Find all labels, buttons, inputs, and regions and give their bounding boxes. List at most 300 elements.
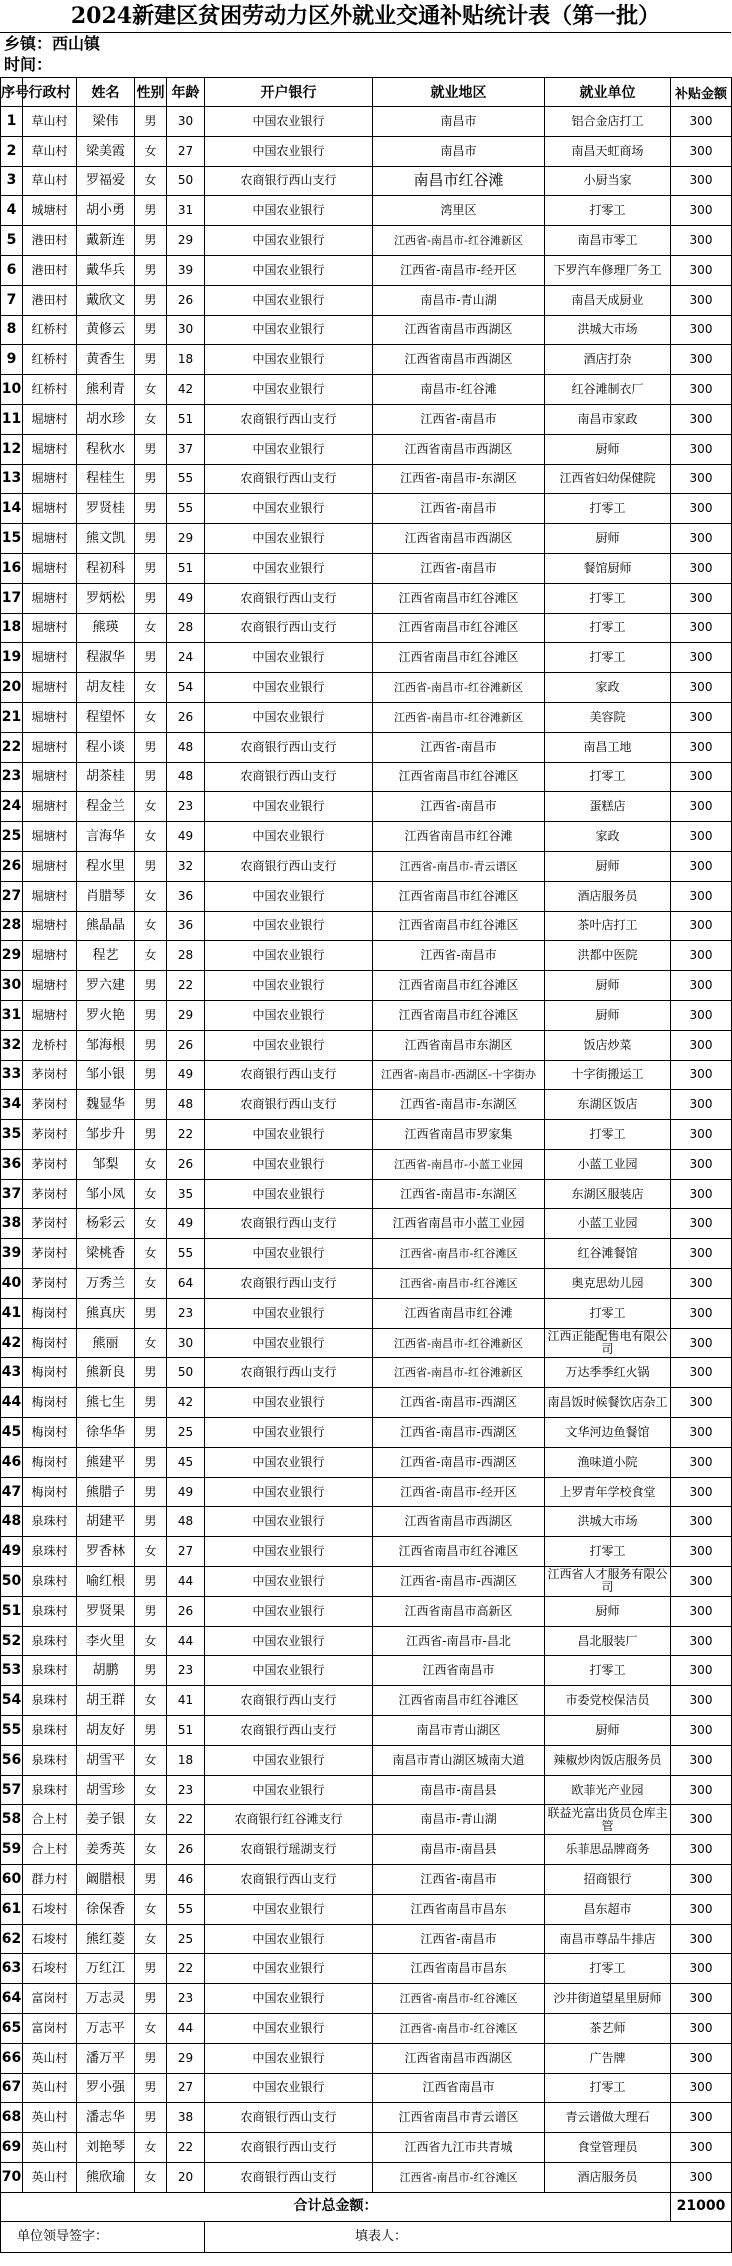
cell-age: 23 [167, 1984, 205, 2014]
cell-age: 51 [167, 404, 205, 434]
cell-amount: 300 [671, 1000, 732, 1030]
cell-employer: 打零工 [545, 613, 671, 643]
cell-work-region: 江西省-南昌市-西湖区 [373, 1388, 545, 1418]
cell-bank: 中国农业银行 [205, 673, 373, 703]
table-row [1, 1507, 732, 1537]
table-row [1, 2073, 732, 2103]
cell-employer: 厨师 [545, 1596, 671, 1626]
cell-index: 50 [1, 1567, 23, 1597]
cell-index: 70 [1, 2162, 23, 2192]
cell-name: 邹海根 [77, 1030, 135, 1060]
table-row [1, 1984, 732, 2014]
cell-work-region: 江西省南昌市西湖区 [373, 524, 545, 554]
cell-amount: 300 [671, 1537, 732, 1567]
table-row [1, 1269, 732, 1299]
cell-employer: 万达季季红火锅 [545, 1358, 671, 1388]
cell-age: 54 [167, 673, 205, 703]
cell-gender: 女 [135, 404, 167, 434]
cell-village: 红桥村 [23, 345, 77, 375]
table-row [1, 1775, 732, 1805]
cell-age: 44 [167, 2014, 205, 2044]
cell-gender: 女 [135, 1239, 167, 1269]
cell-amount: 300 [671, 553, 732, 583]
cell-amount: 300 [671, 2133, 732, 2163]
cell-employer: 小厨当家 [545, 166, 671, 196]
cell-gender: 男 [135, 762, 167, 792]
cell-village: 石埈村 [23, 1894, 77, 1924]
cell-bank: 中国农业银行 [205, 226, 373, 256]
cell-employer: 洪城大市场 [545, 315, 671, 345]
cell-gender: 男 [135, 2103, 167, 2133]
cell-employer: 欧菲光产业园 [545, 1775, 671, 1805]
cell-bank: 农商银行西山支行 [205, 404, 373, 434]
cell-amount: 300 [671, 1686, 732, 1716]
cell-village: 梅岗村 [23, 1388, 77, 1418]
table-row [1, 255, 732, 285]
cell-gender: 女 [135, 673, 167, 703]
cell-index: 38 [1, 1209, 23, 1239]
cell-gender: 女 [135, 2133, 167, 2163]
cell-work-region: 江西省南昌市红谷滩区 [373, 911, 545, 941]
header-bank: 开户银行 [205, 78, 373, 107]
cell-village: 堀塘村 [23, 464, 77, 494]
cell-age: 49 [167, 822, 205, 852]
cell-gender: 男 [135, 1358, 167, 1388]
cell-bank: 中国农业银行 [205, 375, 373, 405]
cell-gender: 男 [135, 1507, 167, 1537]
cell-gender: 男 [135, 1477, 167, 1507]
cell-work-region: 江西省-南昌市 [373, 404, 545, 434]
cell-name: 罗火艳 [77, 1000, 135, 1030]
cell-bank: 中国农业银行 [205, 434, 373, 464]
cell-age: 23 [167, 1298, 205, 1328]
table-row [1, 1477, 732, 1507]
cell-work-region: 江西省-南昌市-红谷滩区 [373, 1269, 545, 1299]
cell-village: 堀塘村 [23, 524, 77, 554]
cell-index: 40 [1, 1269, 23, 1299]
cell-village: 草山村 [23, 136, 77, 166]
cell-employer: 江西正能配售电有限公司 [545, 1328, 671, 1358]
cell-bank: 农商银行西山支行 [205, 1686, 373, 1716]
cell-employer: 蛋糕店 [545, 792, 671, 822]
cell-employer: 打零工 [545, 1537, 671, 1567]
cell-index: 16 [1, 553, 23, 583]
cell-amount: 300 [671, 1805, 732, 1835]
cell-gender: 女 [135, 1924, 167, 1954]
cell-index: 68 [1, 2103, 23, 2133]
table-row [1, 2014, 732, 2044]
table-row [1, 792, 732, 822]
cell-amount: 300 [671, 1716, 732, 1746]
cell-age: 22 [167, 1805, 205, 1835]
cell-village: 泉珠村 [23, 1537, 77, 1567]
cell-age: 25 [167, 1924, 205, 1954]
cell-gender: 女 [135, 1775, 167, 1805]
cell-index: 48 [1, 1507, 23, 1537]
cell-village: 堀塘村 [23, 494, 77, 524]
cell-village: 堀塘村 [23, 583, 77, 613]
cell-village: 堀塘村 [23, 613, 77, 643]
cell-index: 21 [1, 702, 23, 732]
cell-amount: 300 [671, 226, 732, 256]
cell-name: 胡水珍 [77, 404, 135, 434]
table-row [1, 1000, 732, 1030]
cell-name: 万秀兰 [77, 1269, 135, 1299]
cell-work-region: 南昌市青山湖区 [373, 1716, 545, 1746]
cell-age: 22 [167, 1120, 205, 1150]
cell-work-region: 江西省-南昌市-红谷滩区 [373, 2014, 545, 2044]
cell-bank: 农商银行西山支行 [205, 2103, 373, 2133]
cell-age: 48 [167, 732, 205, 762]
cell-name: 黄修云 [77, 315, 135, 345]
cell-work-region: 江西省南昌市昌东 [373, 1954, 545, 1984]
cell-age: 29 [167, 2043, 205, 2073]
cell-village: 茅岗村 [23, 1120, 77, 1150]
cell-bank: 中国农业银行 [205, 1298, 373, 1328]
cell-index: 56 [1, 1745, 23, 1775]
cell-gender: 男 [135, 1656, 167, 1686]
cell-bank: 中国农业银行 [205, 255, 373, 285]
cell-gender: 男 [135, 226, 167, 256]
cell-work-region: 江西省-南昌市-西湖区 [373, 1447, 545, 1477]
cell-gender: 男 [135, 196, 167, 226]
cell-age: 50 [167, 166, 205, 196]
cell-village: 富岗村 [23, 1984, 77, 2014]
cell-work-region: 江西省-南昌市-经开区 [373, 255, 545, 285]
cell-index: 27 [1, 881, 23, 911]
cell-village: 红桥村 [23, 315, 77, 345]
cell-work-region: 江西省-南昌市-东湖区 [373, 464, 545, 494]
cell-index: 58 [1, 1805, 23, 1835]
table-row [1, 1298, 732, 1328]
cell-age: 22 [167, 2133, 205, 2163]
cell-name: 熊欣瑜 [77, 2162, 135, 2192]
cell-village: 英山村 [23, 2073, 77, 2103]
table-row [1, 166, 732, 196]
cell-amount: 300 [671, 1090, 732, 1120]
cell-bank: 中国农业银行 [205, 285, 373, 315]
cell-village: 茅岗村 [23, 1060, 77, 1090]
cell-amount: 300 [671, 2014, 732, 2044]
cell-name: 潘万平 [77, 2043, 135, 2073]
cell-amount: 300 [671, 345, 732, 375]
table-row [1, 1209, 732, 1239]
cell-name: 罗贤果 [77, 1596, 135, 1626]
cell-amount: 300 [671, 941, 732, 971]
cell-index: 59 [1, 1835, 23, 1865]
cell-index: 23 [1, 762, 23, 792]
cell-name: 戴新连 [77, 226, 135, 256]
cell-employer: 打零工 [545, 583, 671, 613]
cell-gender: 男 [135, 1030, 167, 1060]
table-row [1, 553, 732, 583]
table-row [1, 1894, 732, 1924]
header-gender: 性别 [135, 78, 167, 107]
table-row [1, 107, 732, 137]
cell-gender: 女 [135, 1209, 167, 1239]
cell-name: 胡茶桂 [77, 762, 135, 792]
cell-work-region: 江西省南昌市红谷滩区 [373, 971, 545, 1001]
cell-village: 群力村 [23, 1865, 77, 1895]
cell-village: 泉珠村 [23, 1567, 77, 1597]
cell-village: 茅岗村 [23, 1149, 77, 1179]
cell-age: 50 [167, 1358, 205, 1388]
cell-work-region: 江西省-南昌市-红谷滩区 [373, 2162, 545, 2192]
table-row [1, 136, 732, 166]
cell-work-region: 江西省-南昌市-红谷滩新区 [373, 702, 545, 732]
cell-gender: 男 [135, 1418, 167, 1448]
cell-employer: 厨师 [545, 851, 671, 881]
table-row [1, 1388, 732, 1418]
cell-index: 29 [1, 941, 23, 971]
leader-signature-field: 单位领导签字： [1, 2221, 205, 2252]
cell-work-region: 江西省南昌市红谷滩 [373, 822, 545, 852]
cell-bank: 中国农业银行 [205, 702, 373, 732]
cell-gender: 男 [135, 315, 167, 345]
cell-employer: 江西省妇幼保健院 [545, 464, 671, 494]
cell-index: 18 [1, 613, 23, 643]
cell-age: 32 [167, 851, 205, 881]
cell-work-region: 南昌市-南昌县 [373, 1835, 545, 1865]
table-row [1, 1418, 732, 1448]
cell-name: 喻红根 [77, 1567, 135, 1597]
cell-bank: 中国农业银行 [205, 107, 373, 137]
table-header-row [1, 78, 732, 107]
cell-gender: 男 [135, 1984, 167, 2014]
subsidy-table [0, 77, 732, 2253]
cell-gender: 男 [135, 1298, 167, 1328]
cell-age: 26 [167, 1149, 205, 1179]
cell-name: 胡友好 [77, 1716, 135, 1746]
cell-work-region: 江西省南昌市 [373, 1656, 545, 1686]
cell-index: 1 [1, 107, 23, 137]
cell-employer: 南昌天虹商场 [545, 136, 671, 166]
cell-amount: 300 [671, 1239, 732, 1269]
cell-work-region: 南昌市青山湖区城南大道 [373, 1745, 545, 1775]
cell-gender: 女 [135, 2014, 167, 2044]
cell-index: 36 [1, 1149, 23, 1179]
cell-index: 6 [1, 255, 23, 285]
cell-amount: 300 [671, 613, 732, 643]
cell-village: 泉珠村 [23, 1626, 77, 1656]
cell-gender: 女 [135, 2162, 167, 2192]
cell-village: 英山村 [23, 2133, 77, 2163]
table-row [1, 1954, 732, 1984]
cell-work-region: 江西省-南昌市 [373, 732, 545, 762]
cell-employer: 南昌市尊品牛排店 [545, 1924, 671, 1954]
cell-index: 46 [1, 1447, 23, 1477]
cell-gender: 男 [135, 285, 167, 315]
cell-age: 18 [167, 1745, 205, 1775]
cell-village: 茅岗村 [23, 1239, 77, 1269]
header-amount: 补贴金额 [671, 78, 732, 107]
cell-gender: 女 [135, 1805, 167, 1835]
cell-amount: 300 [671, 881, 732, 911]
table-row [1, 732, 732, 762]
cell-gender: 男 [135, 345, 167, 375]
table-row [1, 941, 732, 971]
cell-work-region: 江西省南昌市小蓝工业园 [373, 1209, 545, 1239]
cell-gender: 女 [135, 1149, 167, 1179]
cell-amount: 300 [671, 1865, 732, 1895]
table-row [1, 2133, 732, 2163]
table-row [1, 1716, 732, 1746]
cell-work-region: 南昌市 [373, 136, 545, 166]
cell-work-region: 江西省南昌市红谷滩 [373, 1298, 545, 1328]
cell-age: 44 [167, 1626, 205, 1656]
cell-gender: 女 [135, 1894, 167, 1924]
cell-village: 石埈村 [23, 1954, 77, 1984]
cell-name: 罗小强 [77, 2073, 135, 2103]
cell-amount: 300 [671, 1149, 732, 1179]
cell-amount: 300 [671, 1179, 732, 1209]
cell-employer: 南昌工地 [545, 732, 671, 762]
cell-bank: 农商银行西山支行 [205, 464, 373, 494]
cell-bank: 中国农业银行 [205, 881, 373, 911]
cell-employer: 家政 [545, 673, 671, 703]
cell-work-region: 江西省南昌市红谷滩区 [373, 1000, 545, 1030]
cell-gender: 男 [135, 2043, 167, 2073]
cell-amount: 300 [671, 1507, 732, 1537]
cell-employer: 厨师 [545, 971, 671, 1001]
cell-name: 熊红菱 [77, 1924, 135, 1954]
cell-amount: 300 [671, 1269, 732, 1299]
cell-age: 29 [167, 226, 205, 256]
cell-name: 熊文凯 [77, 524, 135, 554]
page-title: 2024新建区贫困劳动力区外就业交通补贴统计表（第一批） [0, 0, 731, 33]
cell-amount: 300 [671, 1835, 732, 1865]
cell-age: 26 [167, 1030, 205, 1060]
cell-age: 46 [167, 1865, 205, 1895]
cell-employer: 昌北服装厂 [545, 1626, 671, 1656]
cell-work-region: 南昌市红谷滩 [373, 166, 545, 196]
cell-amount: 300 [671, 2103, 732, 2133]
cell-work-region: 江西省-南昌市 [373, 494, 545, 524]
table-row [1, 881, 732, 911]
cell-age: 29 [167, 524, 205, 554]
cell-index: 42 [1, 1328, 23, 1358]
cell-index: 49 [1, 1537, 23, 1567]
cell-name: 言海华 [77, 822, 135, 852]
cell-age: 25 [167, 1418, 205, 1448]
cell-gender: 男 [135, 1120, 167, 1150]
cell-gender: 女 [135, 1179, 167, 1209]
cell-index: 63 [1, 1954, 23, 1984]
cell-index: 30 [1, 971, 23, 1001]
cell-work-region: 江西省-南昌市-红谷滩新区 [373, 1358, 545, 1388]
cell-name: 胡友桂 [77, 673, 135, 703]
cell-age: 49 [167, 583, 205, 613]
cell-work-region: 江西省-南昌市-西湖区-十字街办 [373, 1060, 545, 1090]
cell-index: 5 [1, 226, 23, 256]
cell-name: 熊新良 [77, 1358, 135, 1388]
cell-village: 茅岗村 [23, 1269, 77, 1299]
cell-index: 7 [1, 285, 23, 315]
cell-name: 李火里 [77, 1626, 135, 1656]
cell-age: 55 [167, 1894, 205, 1924]
cell-employer: 洪城大市场 [545, 1507, 671, 1537]
cell-age: 51 [167, 1716, 205, 1746]
cell-age: 55 [167, 464, 205, 494]
cell-employer: 招商银行 [545, 1865, 671, 1895]
cell-name: 程初科 [77, 553, 135, 583]
cell-employer: 打零工 [545, 1298, 671, 1328]
cell-amount: 300 [671, 732, 732, 762]
cell-gender: 男 [135, 1865, 167, 1895]
cell-bank: 农商银行西山支行 [205, 613, 373, 643]
cell-age: 45 [167, 1447, 205, 1477]
cell-village: 梅岗村 [23, 1477, 77, 1507]
cell-name: 肖腊琴 [77, 881, 135, 911]
cell-name: 潘志华 [77, 2103, 135, 2133]
cell-bank: 农商银行西山支行 [205, 762, 373, 792]
cell-bank: 农商银行西山支行 [205, 1358, 373, 1388]
cell-amount: 300 [671, 673, 732, 703]
cell-employer: 餐馆厨师 [545, 553, 671, 583]
table-row [1, 494, 732, 524]
cell-name: 罗六建 [77, 971, 135, 1001]
cell-village: 茅岗村 [23, 1090, 77, 1120]
cell-bank: 中国农业银行 [205, 1149, 373, 1179]
cell-bank: 农商银行西山支行 [205, 583, 373, 613]
cell-age: 18 [167, 345, 205, 375]
table-row [1, 464, 732, 494]
cell-work-region: 南昌市-南昌县 [373, 1775, 545, 1805]
cell-gender: 女 [135, 941, 167, 971]
cell-village: 堀塘村 [23, 941, 77, 971]
cell-age: 22 [167, 1954, 205, 1984]
table-row [1, 1060, 732, 1090]
cell-village: 泉珠村 [23, 1745, 77, 1775]
cell-age: 30 [167, 1328, 205, 1358]
cell-work-region: 江西省-南昌市-西湖区 [373, 1418, 545, 1448]
cell-age: 48 [167, 762, 205, 792]
cell-age: 42 [167, 1388, 205, 1418]
cell-employer: 厨师 [545, 1716, 671, 1746]
cell-index: 32 [1, 1030, 23, 1060]
cell-gender: 男 [135, 1567, 167, 1597]
cell-work-region: 江西省南昌市红谷滩区 [373, 1537, 545, 1567]
cell-gender: 男 [135, 1447, 167, 1477]
cell-work-region: 南昌市-红谷滩 [373, 375, 545, 405]
cell-village: 合上村 [23, 1835, 77, 1865]
cell-village: 泉珠村 [23, 1656, 77, 1686]
cell-index: 33 [1, 1060, 23, 1090]
cell-bank: 中国农业银行 [205, 524, 373, 554]
table-row [1, 1358, 732, 1388]
table-row [1, 1537, 732, 1567]
table-row [1, 971, 732, 1001]
cell-bank: 农商银行西山支行 [205, 1716, 373, 1746]
cell-name: 姜秀英 [77, 1835, 135, 1865]
cell-employer: 小蓝工业园 [545, 1149, 671, 1179]
table-row [1, 1835, 732, 1865]
cell-age: 38 [167, 2103, 205, 2133]
cell-village: 茅岗村 [23, 1209, 77, 1239]
cell-name: 梁伟 [77, 107, 135, 137]
cell-work-region: 江西省-南昌市-小蓝工业园 [373, 1149, 545, 1179]
total-row [1, 2192, 732, 2221]
header-employer: 就业单位 [545, 78, 671, 107]
cell-amount: 300 [671, 255, 732, 285]
cell-employer: 上罗青年学校食堂 [545, 1477, 671, 1507]
cell-age: 49 [167, 1209, 205, 1239]
cell-amount: 300 [671, 792, 732, 822]
cell-amount: 300 [671, 1567, 732, 1597]
cell-amount: 300 [671, 1596, 732, 1626]
cell-work-region: 江西省南昌市红谷滩区 [373, 762, 545, 792]
cell-gender: 男 [135, 434, 167, 464]
